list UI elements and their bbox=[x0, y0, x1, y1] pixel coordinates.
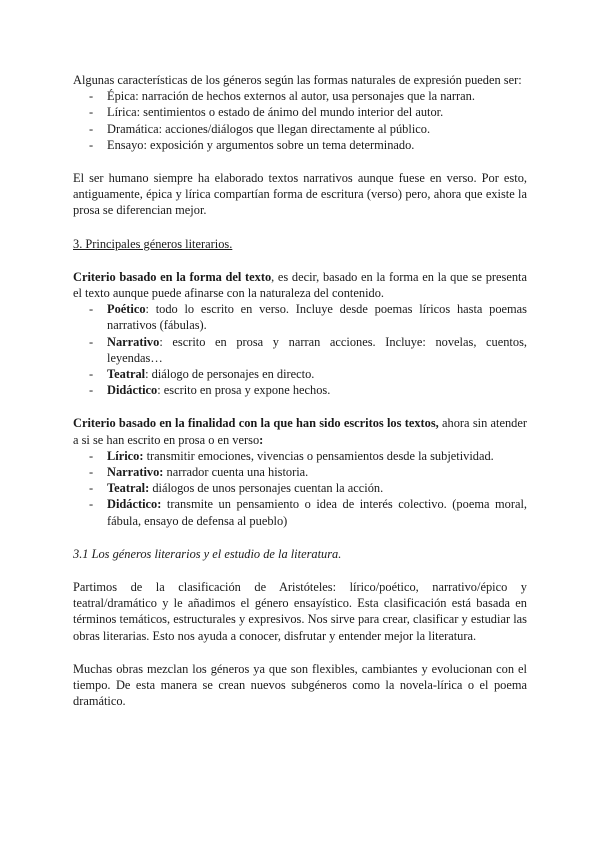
list-item bbox=[73, 382, 527, 398]
genre-term: Narrativo bbox=[107, 334, 160, 349]
list-item bbox=[73, 464, 527, 480]
genre-desc: : diálogo de personajes en directo. bbox=[145, 367, 315, 382]
document-page bbox=[73, 72, 527, 710]
genre-desc: transmitir emociones, vivencias o pensamientos desde la subjetividad. bbox=[143, 448, 494, 463]
verse-paragraph: El ser humano siempre ha elaborado textos narrativos aunque fuese en verso. Por esto, antiguamente, épica y lírica compartían forma de escritura (verso) pero, ahora que existe la prosa se diferencian mejor. bbox=[73, 171, 527, 218]
genre-term: Didáctico: bbox=[107, 497, 162, 512]
list-item bbox=[73, 366, 527, 382]
purpose-genres-list bbox=[73, 448, 527, 529]
genre-term: Poético bbox=[107, 302, 146, 317]
criterion-purpose-title: Criterio basado en la finalidad con la que han sido escritos los textos, bbox=[73, 416, 439, 431]
genre-term: Teatral: bbox=[107, 481, 150, 496]
genre-term: Didáctico bbox=[107, 383, 158, 398]
aristoteles-paragraph: Partimos de la clasificación de Aristóteles: lírico/poético, narrativo/épico y teatral/dramático y le añadimos el género ensayístico. Esta clasificación está basada en términos temáticos, estructurales y expresivos. Nos sirve para crear, clasificar y estudiar las obras literarias. Esto nos ayuda a conocer, disfrutar y entender mejor la literatura. bbox=[73, 580, 527, 643]
criterion-form-paragraph bbox=[73, 269, 527, 301]
criterion-form-title: Criterio basado en la forma del texto bbox=[73, 269, 272, 284]
genre-desc: : escrito en prosa y narran acciones. Incluye: novelas, cuentos, leyendas… bbox=[107, 334, 527, 365]
criterion-form-text: , es decir, basado en la forma en la que se presenta el texto aunque puede afinarse con la naturaleza del contenido. bbox=[73, 269, 527, 301]
criterion-purpose-paragraph bbox=[73, 415, 527, 447]
genre-term: Lírico: bbox=[107, 448, 144, 463]
list-item bbox=[73, 448, 527, 464]
list-item: - Épica: narración de hechos externos al autor, usa personajes que la narran. bbox=[73, 88, 527, 104]
list-item bbox=[73, 301, 527, 333]
genre-mix-paragraph: Muchas obras mezclan los géneros ya que son flexibles, cambiantes y evolucionan con el tiempo. De esta manera se crean nuevos subgéneros como la novela-lírica o el poema dramático. bbox=[73, 661, 527, 709]
intro-text: Algunas características de los géneros según las formas naturales de expresión pueden ser: bbox=[73, 73, 522, 87]
genre-desc: narrador cuenta una historia. bbox=[163, 465, 309, 480]
list-item bbox=[73, 480, 527, 496]
genre-term: Narrativo: bbox=[107, 465, 164, 480]
genre-term: Teatral bbox=[107, 367, 146, 382]
genre-desc: : escrito en prosa y expone hechos. bbox=[157, 383, 331, 398]
genre-desc: : todo lo escrito en verso. Incluye desde poemas líricos hasta poemas narrativos (fábulas). bbox=[107, 302, 527, 333]
list-item: - Lírica: sentimientos o estado de ánimo del mundo interior del autor. bbox=[73, 104, 527, 120]
criterion-purpose-colon: : bbox=[259, 432, 264, 447]
list-item bbox=[73, 496, 527, 528]
list-item bbox=[73, 334, 527, 366]
genre-desc: transmite un pensamiento o idea de interés colectivo. (poema moral, fábula, ensayo de defensa al pueblo) bbox=[107, 497, 527, 528]
section-3-1-heading: 3.1 Los géneros literarios y el estudio de la literatura. bbox=[73, 546, 342, 561]
form-genres-list bbox=[73, 301, 527, 398]
section-3-heading: 3. Principales géneros literarios. bbox=[73, 236, 233, 251]
genre-desc: diálogos de unos personajes cuentan la acción. bbox=[149, 481, 384, 496]
criterion-purpose-text: ahora sin atender a si se han escrito en prosa o en verso bbox=[73, 416, 527, 447]
list-item: - Dramática: acciones/diálogos que llegan directamente al público. bbox=[73, 121, 527, 137]
expression-forms-list bbox=[73, 88, 527, 153]
list-item: - Ensayo: exposición y argumentos sobre un tema determinado. bbox=[73, 137, 527, 153]
